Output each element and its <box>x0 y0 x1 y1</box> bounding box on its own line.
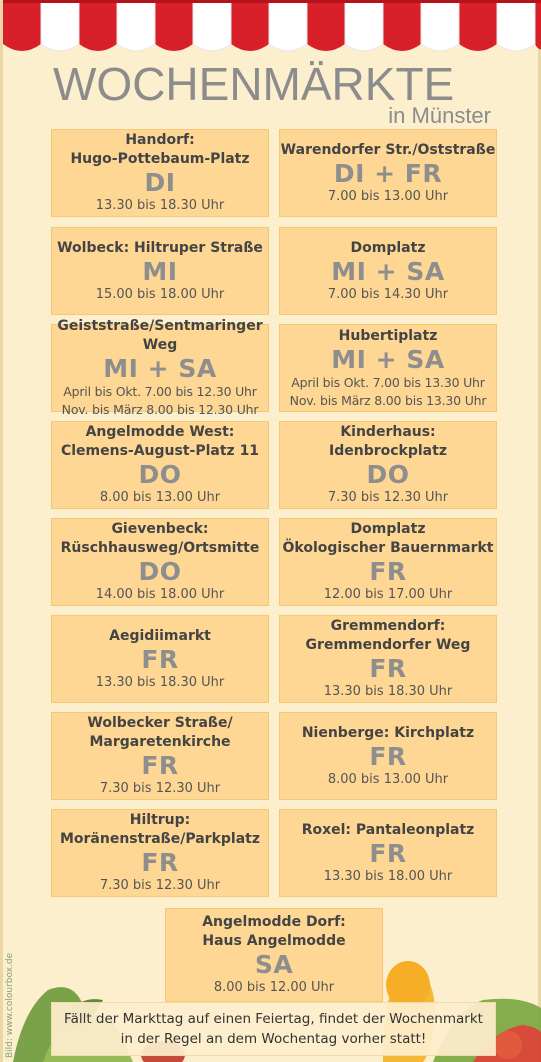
market-location: Hubertiplatz <box>338 327 438 344</box>
holiday-notice-line1: Fällt der Markttag auf einen Feiertag, findet der Wochenmarkt <box>64 1011 483 1027</box>
market-location: Handorf: <box>125 132 195 148</box>
market-hours-line2: Nov. bis März 8.00 bis 13.30 Uhr <box>289 392 487 408</box>
image-credit: Bild: www.colourbox.de <box>5 952 15 1058</box>
market-card <box>51 712 269 800</box>
market-weekday: FR <box>369 654 407 683</box>
market-location-line2: Margaretenkirche <box>89 734 231 750</box>
market-location: Domplatz <box>350 239 426 256</box>
market-weekday: DI + FR <box>333 158 443 188</box>
market-hours: 8.00 bis 12.00 Uhr <box>213 980 335 995</box>
market-location: Nienberge: Kirchplatz <box>301 724 475 741</box>
market-hours: 7.00 bis 14.30 Uhr <box>327 286 449 302</box>
market-weekday: FR <box>369 557 407 586</box>
market-weekday: SA <box>254 950 294 979</box>
market-location: Angelmodde Dorf: <box>202 914 346 930</box>
market-card <box>279 129 497 217</box>
page-subtitle: in Münster <box>388 103 491 128</box>
market-hours: 8.00 bis 13.00 Uhr <box>327 771 449 787</box>
market-card <box>51 129 269 217</box>
market-awning-illustration <box>3 0 541 62</box>
market-weekday: FR <box>141 751 179 780</box>
market-location: Gievenbeck: <box>111 521 209 537</box>
market-hours: 13.30 bis 18.30 Uhr <box>95 198 225 213</box>
market-location: Domplatz <box>350 521 426 537</box>
market-hours: 15.00 bis 18.00 Uhr <box>95 286 225 302</box>
market-card <box>279 809 497 897</box>
market-location: Gremmendorf: <box>330 618 446 634</box>
market-weekday: FR <box>369 838 407 868</box>
holiday-notice <box>51 1002 496 1056</box>
market-hours: 8.00 bis 13.00 Uhr <box>99 490 221 505</box>
market-weekday: DO <box>138 460 182 489</box>
market-weekday: DI <box>144 168 176 197</box>
market-location: Kinderhaus: Idenbrockplatz <box>329 424 447 459</box>
market-location: Hiltrup: <box>129 812 191 828</box>
market-hours: 7.30 bis 12.30 Uhr <box>99 781 221 796</box>
market-card <box>51 615 269 703</box>
market-location: Warendorfer Str./Oststraße <box>280 141 496 158</box>
market-hours: April bis Okt. 7.00 bis 13.30 Uhr <box>291 374 485 390</box>
market-location-line2: Hugo-Pottebaum-Platz <box>70 151 250 167</box>
market-hours: 13.30 bis 18.30 Uhr <box>95 674 225 690</box>
market-location: Wolbecker Straße/ <box>87 715 233 731</box>
market-location-line2: Haus Angelmodde <box>202 933 346 949</box>
market-card <box>51 318 269 417</box>
market-card <box>279 712 497 800</box>
market-hours: April bis Okt. 7.00 bis 12.30 Uhr <box>63 384 257 399</box>
market-hours-line2: Nov. bis März 8.00 bis 12.30 Uhr <box>61 402 259 417</box>
market-card <box>51 518 269 606</box>
market-card <box>279 615 497 703</box>
market-card <box>279 518 497 606</box>
market-location-line2: Moränenstraße/Parkplatz <box>59 831 261 847</box>
market-hours: 7.30 bis 12.30 Uhr <box>99 878 221 893</box>
market-location: Angelmodde West: <box>85 424 235 440</box>
market-hours: 12.00 bis 17.00 Uhr <box>323 587 453 602</box>
market-card <box>279 324 497 412</box>
market-weekday: FR <box>369 741 407 771</box>
market-location-line2: Clemens-August-Platz 11 <box>60 443 260 459</box>
market-weekday: MI <box>142 256 178 286</box>
market-hours: 7.30 bis 12.30 Uhr <box>327 490 449 505</box>
market-location-line2: Rüschhausweg/Ortsmitte <box>60 540 260 556</box>
market-hours: 14.00 bis 18.00 Uhr <box>95 587 225 602</box>
page-title: WOCHENMÄRKTE <box>53 58 455 110</box>
holiday-notice-line2: in der Regel an dem Wochentag vorher statt! <box>120 1031 427 1047</box>
market-weekday: MI + SA <box>331 256 445 286</box>
market-weekday: FR <box>141 644 179 674</box>
market-location: Wolbeck: Hiltruper Straße <box>57 239 263 256</box>
market-card <box>51 227 269 315</box>
market-location-line2: Ökologischer Bauernmarkt <box>282 540 494 556</box>
market-hours: 13.30 bis 18.00 Uhr <box>323 868 453 884</box>
market-card <box>51 421 269 509</box>
market-weekday: MI + SA <box>103 354 217 383</box>
market-location: Roxel: Pantaleonplatz <box>301 821 475 838</box>
market-card <box>279 421 497 509</box>
market-weekday: MI + SA <box>331 344 445 374</box>
market-weekday: DO <box>138 557 182 586</box>
market-hours: 7.00 bis 13.00 Uhr <box>327 188 449 204</box>
market-location: Geiststraße/Sentmaringer Weg <box>57 318 263 353</box>
market-hours: 13.30 bis 18.30 Uhr <box>323 684 453 699</box>
market-card <box>51 809 269 897</box>
market-weekday: FR <box>141 848 179 877</box>
market-location-line2: Gremmendorfer Weg <box>305 637 471 653</box>
market-location: Aegidiimarkt <box>109 627 211 644</box>
market-weekday: DO <box>366 460 410 489</box>
market-card <box>279 227 497 315</box>
